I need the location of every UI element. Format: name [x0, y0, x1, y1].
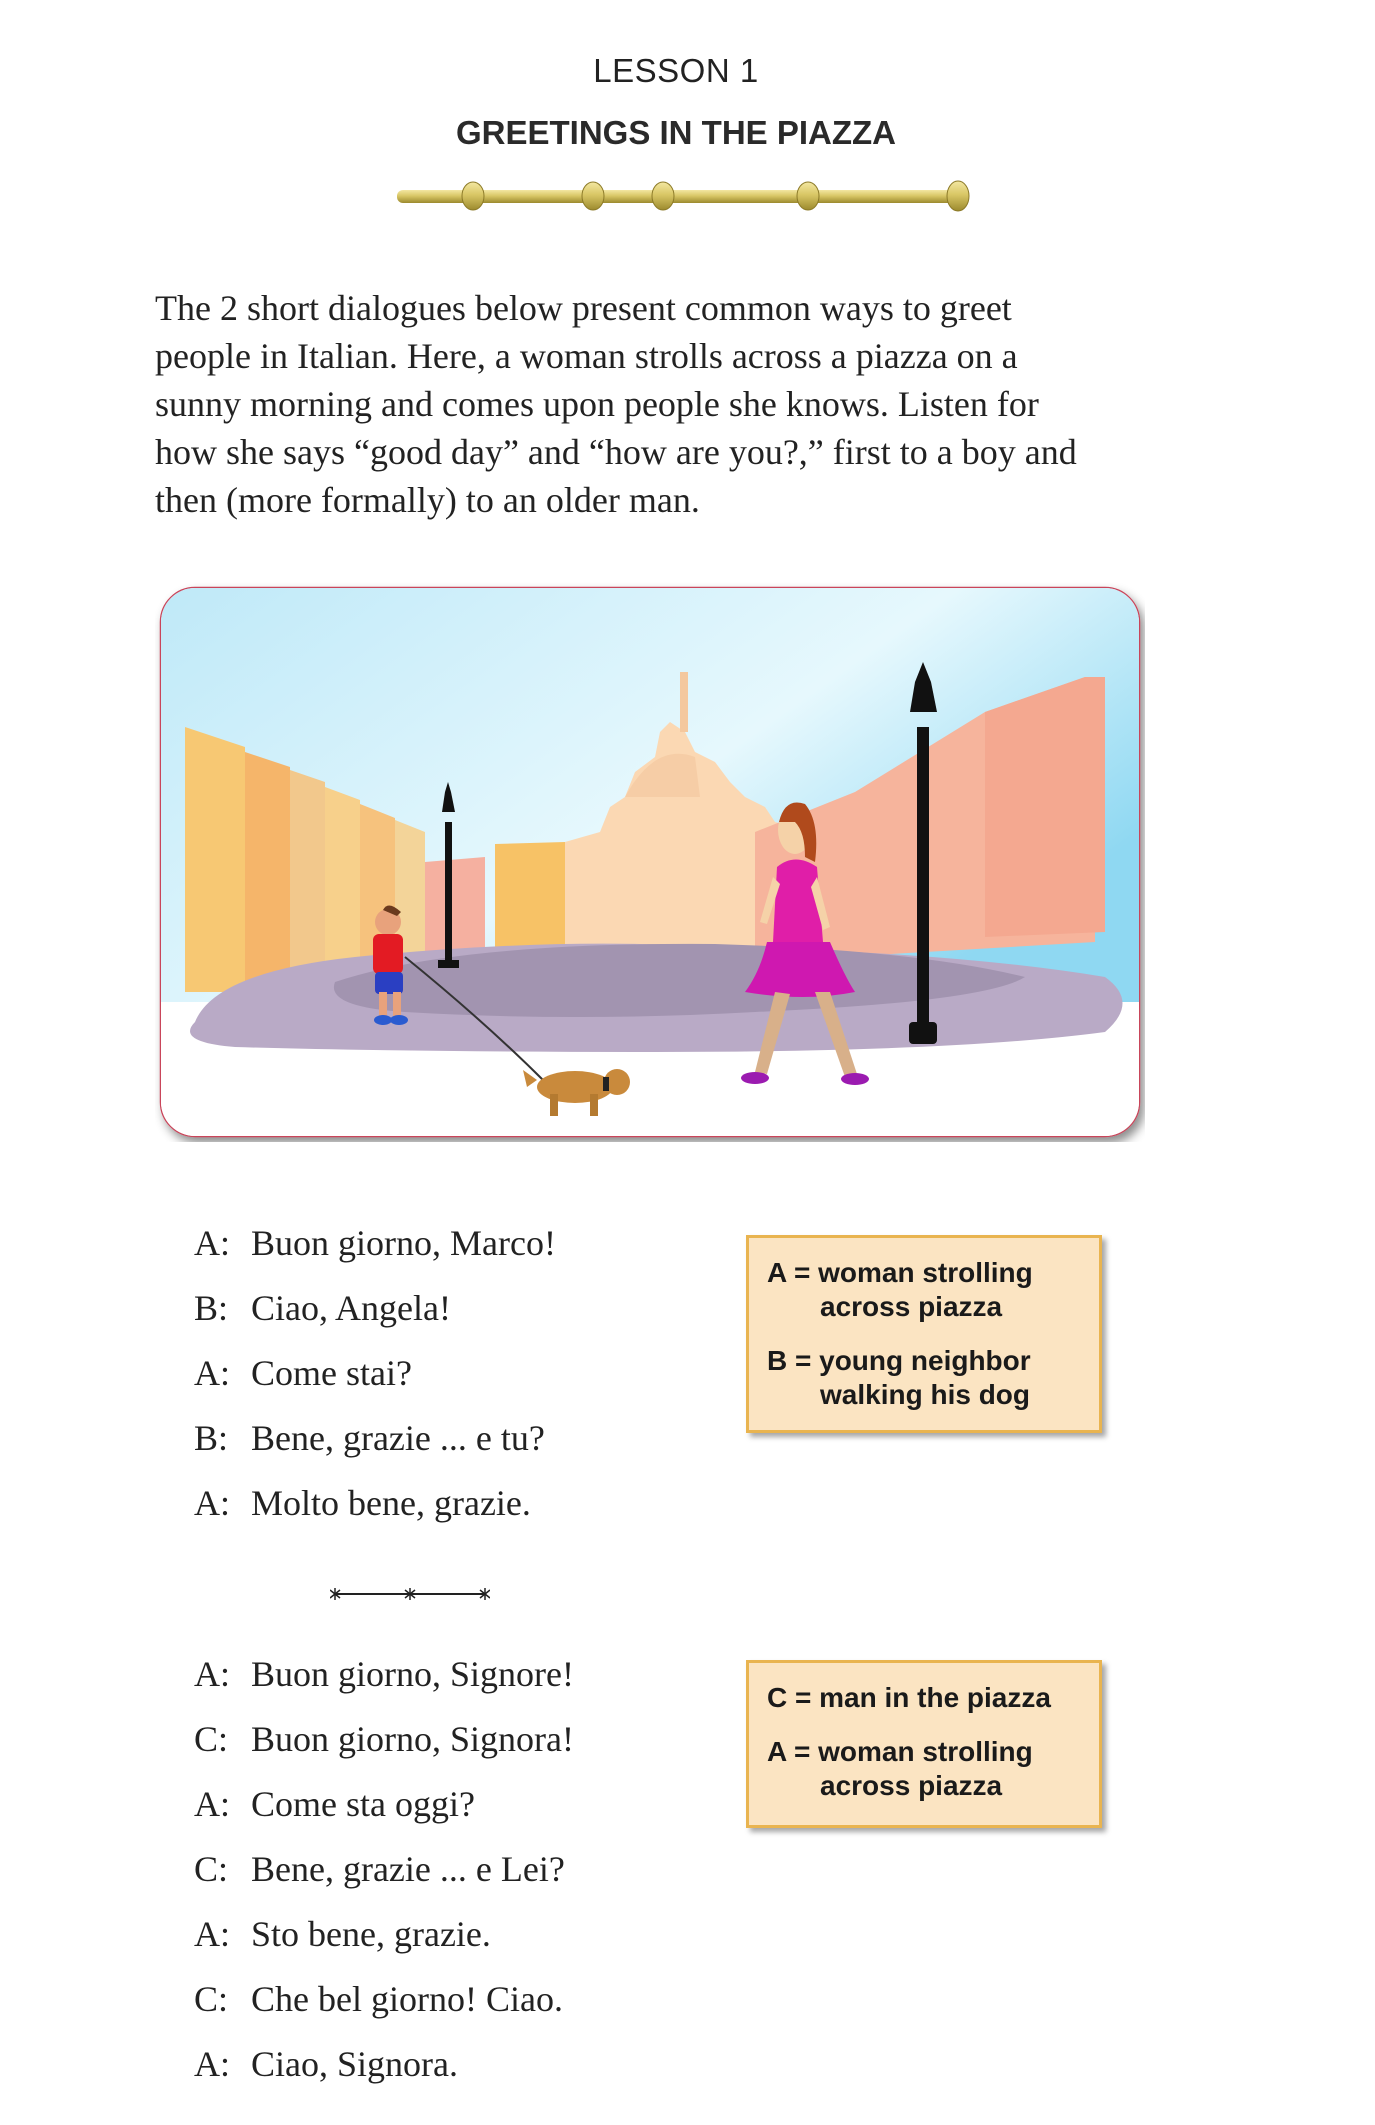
- dialogue-text: Come stai?: [251, 1353, 412, 1393]
- dialogue-text: Bene, grazie ... e tu?: [251, 1418, 545, 1458]
- speaker-key-box-1: [746, 1235, 1102, 1433]
- lesson-number: LESSON 1: [593, 52, 759, 89]
- page-title: GREETINGS IN THE PIAZZA: [455, 114, 897, 151]
- dialogue-line: [194, 1653, 574, 1695]
- dialogue-text: Molto bene, grazie.: [251, 1483, 531, 1523]
- intro-paragraph: [155, 284, 1155, 524]
- speaker-label: C:: [194, 1849, 229, 1889]
- speaker-label: A:: [194, 1353, 230, 1393]
- dialogue-line: [194, 1222, 556, 1264]
- dialogue-text: Sto bene, grazie.: [251, 1914, 491, 1954]
- speaker-label: A:: [194, 1914, 230, 1954]
- bamboo-divider: [393, 176, 973, 216]
- intro-line: people in Italian. Here, a woman strolls across a piazza on a: [155, 336, 1018, 376]
- dialogue-line: [194, 1352, 412, 1394]
- speaker-label: C:: [194, 1719, 229, 1759]
- dialogue-text: Buon giorno, Marco!: [251, 1223, 556, 1263]
- key-entry-line: C = man in the piazza: [767, 1682, 1051, 1713]
- dialogue-line: [194, 1978, 563, 2020]
- dialogue-line: [194, 1417, 545, 1459]
- dialogue-line: [194, 1848, 565, 1890]
- dialogue-text: Buon giorno, Signora!: [251, 1719, 574, 1759]
- speaker-label: A:: [194, 1223, 230, 1263]
- key-entry: [767, 1735, 1033, 1803]
- intro-line: sunny morning and comes upon people she knows. Listen for: [155, 384, 1039, 424]
- dialogue-text: Bene, grazie ... e Lei?: [251, 1849, 565, 1889]
- dialogue-text: Come sta oggi?: [251, 1784, 475, 1824]
- dialogue-line: [194, 1718, 574, 1760]
- key-entry-line: A = woman strolling: [767, 1257, 1033, 1288]
- key-entry: [767, 1344, 1031, 1412]
- dialogue-text: Ciao, Signora.: [251, 2044, 458, 2084]
- dialogue-line: [194, 1482, 531, 1524]
- dialogue-line: [194, 1287, 451, 1329]
- piazza-illustration: [155, 582, 1145, 1142]
- key-entry-line: B = young neighbor: [767, 1345, 1031, 1376]
- intro-line: The 2 short dialogues below present common ways to greet: [155, 288, 1012, 328]
- speaker-label: C:: [194, 1979, 229, 2019]
- speaker-label: A:: [194, 1654, 230, 1694]
- speaker-label: B:: [194, 1418, 229, 1458]
- dialogue-line: [194, 1783, 475, 1825]
- dialogue-text: Che bel giorno! Ciao.: [251, 1979, 563, 2019]
- speaker-key-box-2: [746, 1660, 1102, 1828]
- key-entry-line: across piazza: [820, 1770, 1003, 1801]
- speaker-label: A:: [194, 1784, 230, 1824]
- key-entry-line: walking his dog: [820, 1379, 1031, 1410]
- speaker-label: B:: [194, 1288, 229, 1328]
- dialogue-line: [194, 2043, 458, 2085]
- intro-line: how she says “good day” and “how are you?,” first to a boy and: [155, 432, 1077, 472]
- dialogue-separator: [330, 1584, 490, 1604]
- key-entry-line: A = woman strolling: [767, 1736, 1033, 1767]
- key-entry-line: across piazza: [820, 1291, 1003, 1322]
- speaker-label: A:: [194, 2044, 230, 2084]
- dialogue-line: [194, 1913, 491, 1955]
- dialogue-text: Ciao, Angela!: [251, 1288, 451, 1328]
- key-entry: [767, 1681, 1051, 1715]
- key-entry: [767, 1256, 1033, 1324]
- dialogue-text: Buon giorno, Signore!: [251, 1654, 574, 1694]
- speaker-label: A:: [194, 1483, 230, 1523]
- intro-line: then (more formally) to an older man.: [155, 480, 700, 520]
